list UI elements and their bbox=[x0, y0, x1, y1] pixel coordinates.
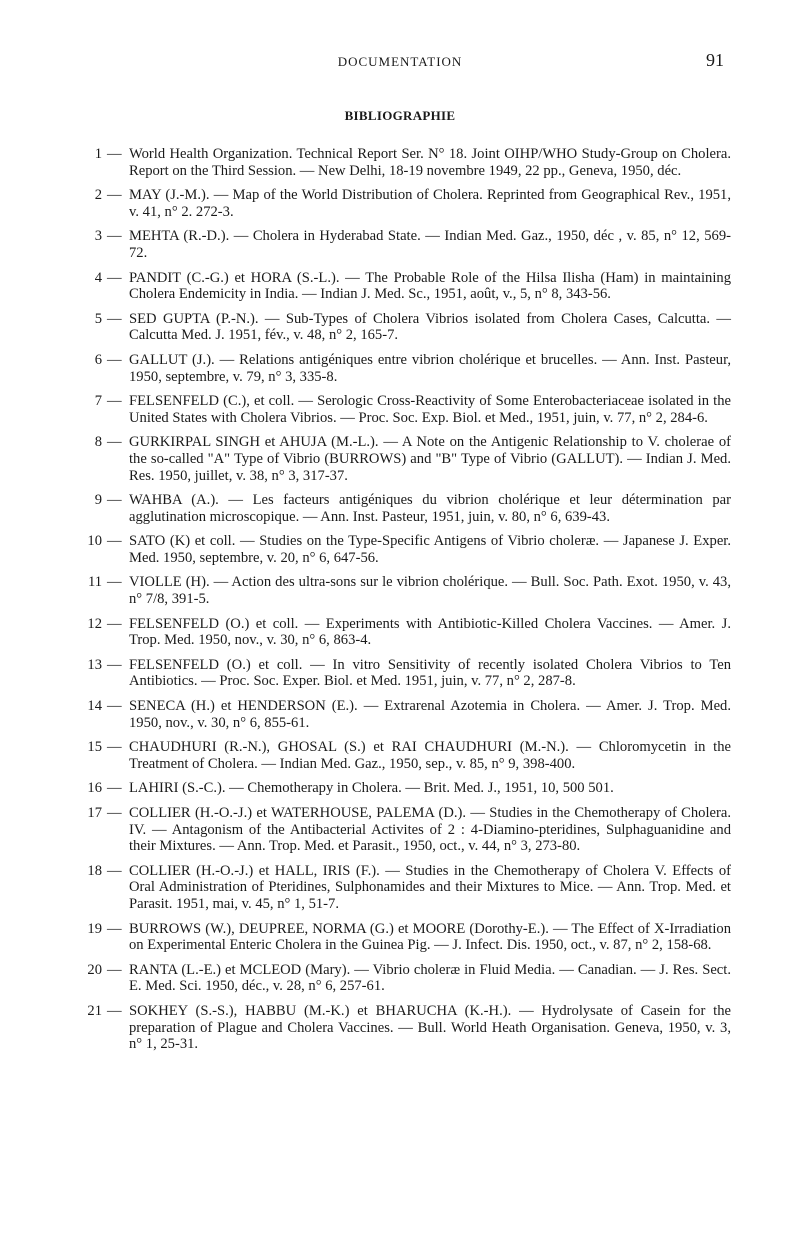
bibliography-entry bbox=[86, 228, 731, 261]
entry-number: 21 bbox=[87, 1002, 102, 1019]
bibliography-entry bbox=[86, 393, 731, 426]
entry-text: VIOLLE (H). — Action des ultra-sons sur le vibrion cholérique. — Bull. Soc. Path. Exot. 1950, v. 43, n° 7/8, 391-5. bbox=[129, 574, 731, 608]
entry-dash: — bbox=[107, 920, 122, 937]
entry-text: COLLIER (H.-O.-J.) et WATERHOUSE, PALEMA (D.). — Studies in the Chemotherapy of Cholera. IV. — Antagonism of the Antibacterial Activites of 2 : 4-Diamino-pteridines, Sulphaguanidine and their Mixtures. — Ann. Trop. Med. et Parasit., 1950, oct., v. 44, n° 3, 273-80. bbox=[129, 805, 731, 855]
entry-number: 12 bbox=[87, 615, 102, 632]
entry-text: SED GUPTA (P.-N.). — Sub-Types of Cholera Vibrios isolated from Cholera Cases, Calcutta. — Calcutta Med. J. 1951, fév., v. 48, n° 2, 165-7. bbox=[129, 310, 731, 344]
entry-text: FELSENFELD (O.) et coll. — In vitro Sensitivity of recently isolated Cholera Vibrios to Ten Antibiotics. — Proc. Soc. Exper. Biol. et Med. 1951, juin, v. 77, n° 2, 287-8. bbox=[129, 656, 731, 690]
page-number: 91 bbox=[706, 50, 724, 70]
entry-dash: — bbox=[107, 533, 122, 550]
bibliography-entry bbox=[86, 492, 731, 525]
bibliography-entry bbox=[86, 657, 731, 690]
entry-text: SATO (K) et coll. — Studies on the Type-Specific Antigens of Vibrio choleræ. — Japanese J. Exper. Med. 1950, septembre, v. 20, n° 6, 647-56. bbox=[129, 533, 731, 566]
bibliography-entry bbox=[86, 352, 731, 385]
bibliography-entry bbox=[86, 780, 731, 797]
entry-number: 20 bbox=[87, 961, 102, 978]
entry-dash: — bbox=[107, 615, 122, 632]
entry-number: 18 bbox=[87, 862, 102, 879]
entry-number: 3 bbox=[94, 228, 102, 245]
bibliography-entry bbox=[86, 863, 731, 913]
entry-text: LAHIRI (S.-C.). — Chemotherapy in Cholera. — Brit. Med. J., 1951, 10, 500 501. bbox=[129, 780, 614, 797]
entry-number: 7 bbox=[94, 393, 102, 410]
entry-number: 5 bbox=[94, 310, 102, 327]
entry-number: 14 bbox=[87, 698, 102, 715]
entry-dash: — bbox=[107, 739, 122, 756]
entry-text: MAY (J.-M.). — Map of the World Distribution of Cholera. Reprinted from Geographical Rev., 1951, v. 41, n° 2. 272-3. bbox=[129, 187, 731, 220]
entry-text: BURROWS (W.), DEUPREE, NORMA (G.) et MOORE (Dorothy-E.). — The Effect of X-Irradiation on Experimental Enteric Cholera in the Guinea Pig. — J. Infect. Dis. 1950, oct., v. 87, n° 2, 158-68. bbox=[129, 920, 731, 954]
entry-dash: — bbox=[107, 434, 122, 451]
entry-dash: — bbox=[107, 269, 122, 286]
entry-dash: — bbox=[107, 228, 122, 245]
bibliography-entry bbox=[86, 574, 731, 607]
bibliography-entry bbox=[86, 533, 731, 566]
bibliography-entry bbox=[86, 270, 731, 303]
bibliography-entry bbox=[86, 616, 731, 649]
bibliography-entry bbox=[86, 805, 731, 855]
entry-text: FELSENFELD (O.) et coll. — Experiments with Antibiotic-Killed Cholera Vaccines. — Amer. J. Trop. Med. 1950, nov., v. 30, n° 6, 863-4. bbox=[129, 615, 731, 649]
entry-number: 16 bbox=[87, 780, 102, 797]
entry-text: PANDIT (C.-G.) et HORA (S.-L.). — The Probable Role of the Hilsa Ilisha (Ham) in maintaining Cholera Endemicity in India. — Indian J. Med. Sc., 1951, août, v., 5, n° 8, 343-56. bbox=[129, 269, 731, 303]
entry-text: GURKIRPAL SINGH et AHUJA (M.-L.). — A Note on the Antigenic Relationship to V. cholerae of the so-called "A" Type of Vibrio (BURROWS) and "B" Type of Vibrio (GALLUT). — Indian J. Med. Res. 1950, juillet, v. 38, n° 3, 317-37. bbox=[129, 434, 731, 484]
bibliography-entry bbox=[86, 1003, 731, 1053]
bibliography-entry bbox=[86, 962, 731, 995]
entry-dash: — bbox=[107, 492, 122, 509]
entry-number: 9 bbox=[94, 492, 102, 509]
bibliography-entry bbox=[86, 187, 731, 220]
entry-number: 13 bbox=[87, 656, 102, 673]
entry-number: 19 bbox=[87, 920, 102, 937]
bibliography-entry bbox=[86, 434, 731, 484]
entry-text: RANTA (L.-E.) et MCLEOD (Mary). — Vibrio choleræ in Fluid Media. — Canadian. — J. Res. Sect. E. Med. Sci. 1950, déc., v. 28, n° 6, 257-61. bbox=[129, 961, 731, 995]
entry-text: SENECA (H.) et HENDERSON (E.). — Extrarenal Azotemia in Cholera. — Amer. J. Trop. Med. 1950, nov., v. 30, n° 6, 855-61. bbox=[129, 698, 731, 731]
entry-dash: — bbox=[107, 1002, 122, 1019]
entry-dash: — bbox=[107, 574, 122, 591]
bibliography-entry bbox=[86, 146, 731, 179]
entry-number: 15 bbox=[87, 739, 102, 756]
entry-dash: — bbox=[107, 656, 122, 673]
entry-dash: — bbox=[107, 146, 122, 162]
entry-text: MEHTA (R.-D.). — Cholera in Hyderabad State. — Indian Med. Gaz., 1950, déc , v. 85, n° 12, 569-72. bbox=[129, 228, 731, 261]
running-title: DOCUMENTATION bbox=[337, 54, 463, 69]
entry-number: 11 bbox=[87, 574, 102, 591]
entry-number: 4 bbox=[94, 269, 102, 286]
entry-dash: — bbox=[107, 310, 122, 327]
entry-number: 17 bbox=[87, 805, 102, 821]
entry-dash: — bbox=[107, 187, 122, 204]
entry-number: 8 bbox=[94, 434, 102, 451]
entry-dash: — bbox=[107, 698, 122, 715]
entry-dash: — bbox=[107, 862, 122, 879]
entry-dash: — bbox=[107, 393, 122, 410]
bibliography-list bbox=[86, 146, 731, 1061]
entry-dash: — bbox=[107, 961, 122, 978]
entry-text: COLLIER (H.-O.-J.) et HALL, IRIS (F.). — Studies in the Chemotherapy of Cholera V. Effects of Oral Administration of Pteridines, Sulphonamides and their Mixtures to Mice. — Ann. Trop. Med. et Parasit. 1951, mai, v. 45, n° 1, 51-7. bbox=[129, 862, 731, 912]
entry-text: WAHBA (A.). — Les facteurs antigéniques du vibrion cholérique et leur détermination par agglutination microscopique. — Ann. Inst. Pasteur, 1951, juin, v. 80, n° 6, 639-43. bbox=[129, 492, 731, 525]
entry-text: GALLUT (J.). — Relations antigéniques entre vibrion cholérique et brucelles. — Ann. Inst. Pasteur, 1950, septembre, v. 79, n° 3, 335-8. bbox=[129, 351, 731, 385]
entry-text: CHAUDHURI (R.-N.), GHOSAL (S.) et RAI CHAUDHURI (M.-N.). — Chloromycetin in the Treatment of Cholera. — Indian Med. Gaz., 1950, sep., v. 85, n° 9, 398-400. bbox=[129, 739, 731, 772]
entry-number: 10 bbox=[87, 533, 102, 550]
entry-number: 6 bbox=[94, 351, 102, 368]
entry-text: World Health Organization. Technical Report Ser. N° 18. Joint OIHP/WHO Study-Group on Cholera. Report on the Third Session. — New Delhi, 18-19 novembre 1949, 22 pp., Geneva, 1950, déc. bbox=[129, 146, 731, 179]
section-title: BIBLIOGRAPHIE bbox=[344, 108, 456, 123]
page-header bbox=[0, 50, 800, 74]
bibliography-entry bbox=[86, 698, 731, 731]
entry-dash: — bbox=[107, 780, 122, 797]
bibliography-entry bbox=[86, 311, 731, 344]
bibliography-entry bbox=[86, 739, 731, 772]
entry-text: SOKHEY (S.-S.), HABBU (M.-K.) et BHARUCHA (K.-H.). — Hydrolysate of Casein for the preparation of Plague and Cholera Vaccines. — Bull. World Heath Organisation. Geneva, 1950, v. 3, n° 1, 25-31. bbox=[129, 1002, 731, 1053]
entry-dash: — bbox=[107, 351, 122, 368]
bibliography-entry bbox=[86, 921, 731, 954]
entry-number: 1 bbox=[94, 146, 102, 162]
entry-number: 2 bbox=[94, 187, 102, 204]
entry-dash: — bbox=[107, 805, 122, 821]
entry-text: FELSENFELD (C.), et coll. — Serologic Cross-Reactivity of Some Enterobacteriaceae isolated in the United States with Cholera Vibrios. — Proc. Soc. Exp. Biol. et Med., 1951, juin, v. 77, n° 2, 284-6. bbox=[129, 393, 731, 426]
